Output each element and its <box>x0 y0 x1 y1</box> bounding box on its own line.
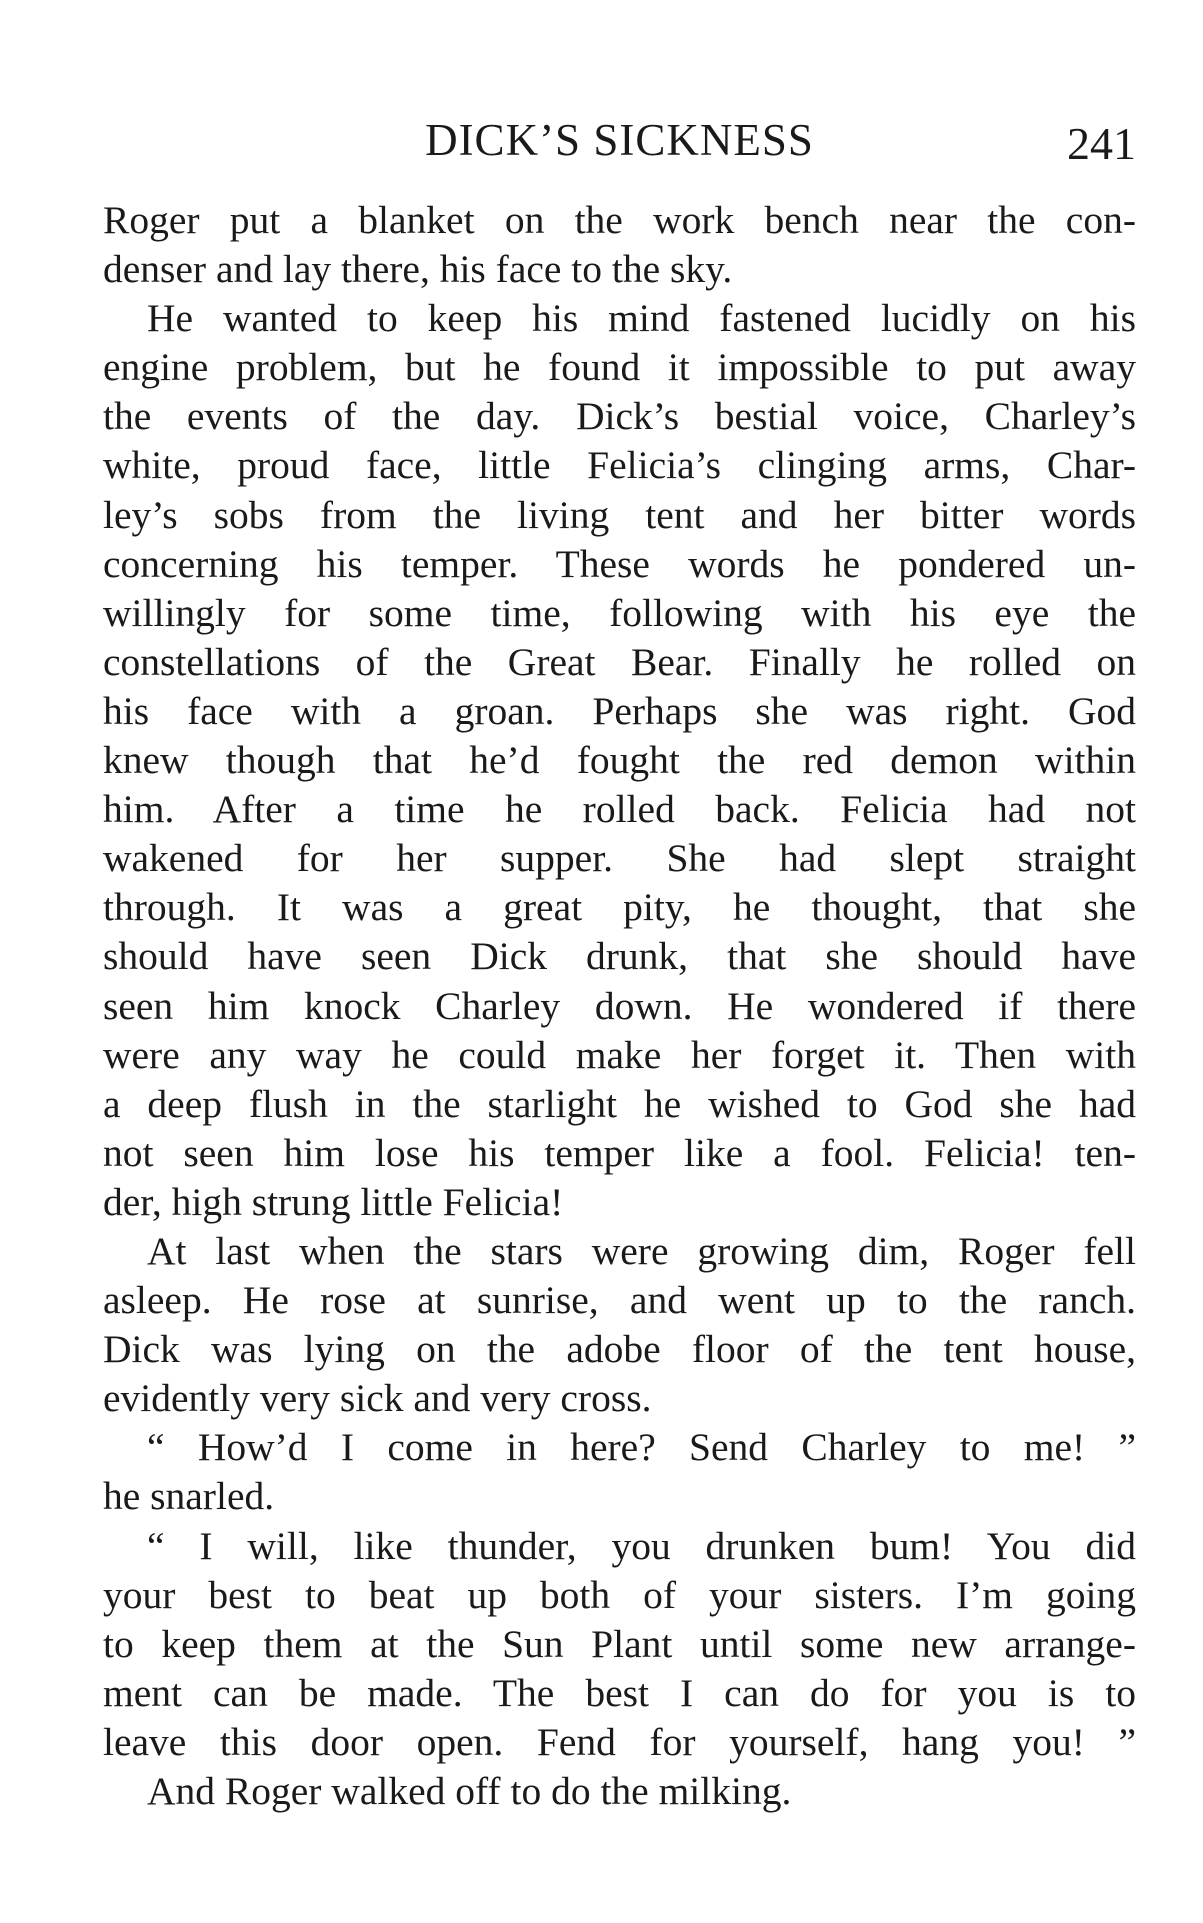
text-line: Dick was lying on the adobe floor of the tent house, <box>103 1327 1136 1372</box>
text-line: knew though that he’d fought the red demon within <box>103 738 1136 783</box>
text-line: your best to beat up both of your sisters. I’m going <box>103 1572 1136 1617</box>
text-line: At last when the stars were growing dim, Roger fell <box>147 1228 1136 1273</box>
text-line: leave this door open. Fend for yourself, hang you! ” <box>103 1719 1136 1764</box>
text-line: He wanted to keep his mind fastened lucidly on his <box>147 296 1136 341</box>
text-line: him. After a time he rolled back. Felicia had not <box>103 787 1136 832</box>
text-line: were any way he could make her forget it. Then with <box>103 1032 1136 1077</box>
chapter-title: DICK’S SICKNESS <box>425 115 814 165</box>
text-line: a deep flush in the starlight he wished to God she had <box>103 1081 1136 1126</box>
text-line: denser and lay there, his face to the sky. <box>103 247 733 292</box>
text-line: the events of the day. Dick’s bestial voice, Charley’s <box>103 394 1136 439</box>
text-line: he snarled. <box>103 1474 275 1519</box>
text-line: to keep them at the Sun Plant until some new arrange- <box>103 1621 1136 1666</box>
text-line: through. It was a great pity, he thought, that she <box>103 885 1136 930</box>
text-line: white, proud face, little Felicia’s clinging arms, Char- <box>103 443 1136 488</box>
text-line: seen him knock Charley down. He wondered if there <box>103 983 1136 1028</box>
text-line: “ I will, like thunder, you drunken bum! You did <box>147 1523 1136 1568</box>
text-line: not seen him lose his temper like a fool. Felicia! ten- <box>103 1130 1136 1175</box>
text-line: evidently very sick and very cross. <box>103 1376 652 1421</box>
text-line: wakened for her supper. She had slept straight <box>103 836 1136 881</box>
text-line: his face with a groan. Perhaps she was right. God <box>103 688 1136 733</box>
body-text <box>103 196 1136 1816</box>
text-line: der, high strung little Felicia! <box>103 1179 564 1224</box>
text-line: ley’s sobs from the living tent and her bitter words <box>103 492 1136 537</box>
text-line: asleep. He rose at sunrise, and went up to the ranch. <box>103 1278 1136 1323</box>
text-line: engine problem, but he found it impossible to put away <box>103 345 1136 390</box>
running-head <box>103 108 1136 172</box>
text-line: And Roger walked off to do the milking. <box>147 1769 792 1813</box>
text-line: “ How’d I come in here? Send Charley to me! ” <box>147 1425 1136 1470</box>
text-line: Roger put a blanket on the work bench near the con- <box>103 198 1136 242</box>
text-line: constellations of the Great Bear. Finally he rolled on <box>103 639 1136 684</box>
page-number: 241 <box>1067 118 1136 169</box>
text-line: ment can be made. The best I can do for you is to <box>103 1670 1136 1715</box>
text-line: should have seen Dick drunk, that she should have <box>103 934 1136 979</box>
text-line: willingly for some time, following with his eye the <box>103 590 1136 635</box>
text-line: concerning his temper. These words he pondered un- <box>103 541 1136 586</box>
